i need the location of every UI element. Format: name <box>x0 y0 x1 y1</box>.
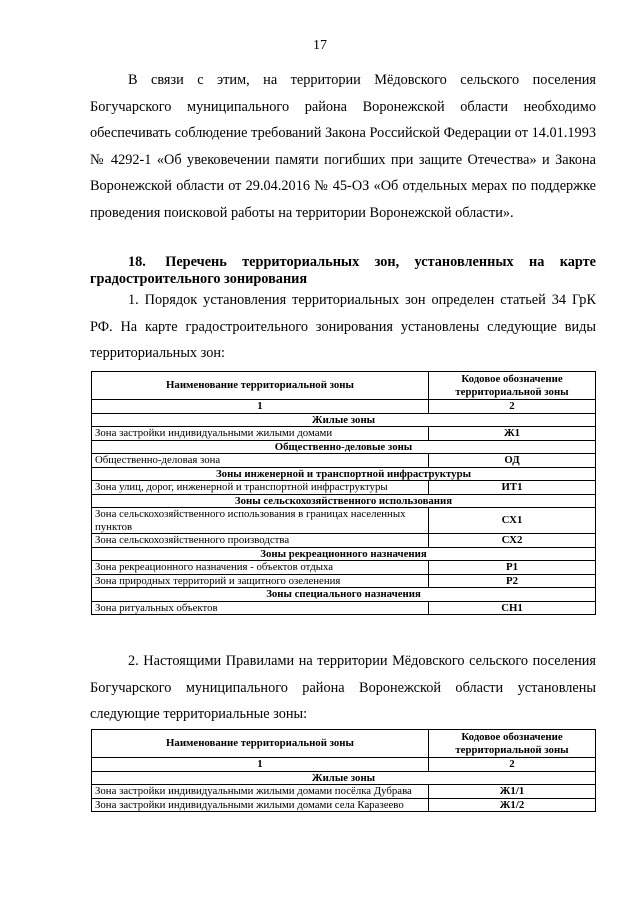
index-cell: 1 <box>92 400 429 414</box>
table-index-row <box>92 400 596 414</box>
header-code-cell: Кодовое обозначение территориальной зоны <box>429 372 596 400</box>
zone-name-cell: Общественно-деловая зона <box>92 454 429 468</box>
zones-table-2 <box>91 729 596 812</box>
table-row <box>92 481 596 495</box>
table-header-row <box>92 730 596 758</box>
group-row <box>92 440 596 454</box>
table-row <box>92 534 596 548</box>
group-cell: Жилые зоны <box>92 413 596 427</box>
table-row <box>92 785 596 799</box>
paragraph-2: 2. Настоящими Правилами на территории Мёдовского сельского поселения Богучарского муниципального района Воронежской области установлены следующие территориальные зоны: <box>90 653 596 723</box>
group-row <box>92 467 596 481</box>
zone-code-cell: Р1 <box>429 561 596 575</box>
group-cell: Зоны специального назначения <box>92 588 596 602</box>
zone-name-cell: Зона застройки индивидуальными жилыми домами <box>92 427 429 441</box>
paragraph1-block <box>90 287 596 367</box>
zones-table-1 <box>91 371 596 615</box>
table-header-row <box>92 372 596 400</box>
zone-name-cell: Зона улиц, дорог, инженерной и транспортной инфраструктуры <box>92 481 429 495</box>
zone-code-cell: ИТ1 <box>429 481 596 495</box>
zone-name-cell: Зона застройки индивидуальными жилыми домами посёлка Дубрава <box>92 785 429 799</box>
table-row <box>92 798 596 812</box>
section-title: Перечень территориальных зон, установленных на карте градостроительного зонирования <box>90 254 596 287</box>
group-row <box>92 588 596 602</box>
group-row <box>92 547 596 561</box>
table-index-row <box>92 758 596 772</box>
group-row <box>92 413 596 427</box>
zone-name-cell: Зона застройки индивидуальными жилыми домами села Каразеево <box>92 798 429 812</box>
page-number: 17 <box>313 38 327 53</box>
intro-block <box>90 67 596 227</box>
group-row <box>92 771 596 785</box>
intro-paragraph: В связи с этим, на территории Мёдовского сельского поселения Богучарского муниципального района Воронежской области необходимо обеспечивать соблюдение требований Закона Российской Федерации от 14.01.1993 № 4292-1 «Об увековечении памяти погибших при защите Отечества» и Закона Воронежской области от 29.04.2016 № 45-ОЗ «Об отдельных мерах по поддержке проведения поисковой работы на территории Воронежской области». <box>90 72 596 221</box>
zone-code-cell: Ж1/2 <box>429 798 596 812</box>
zone-name-cell: Зона сельскохозяйственного использования в границах населенных пунктов <box>92 508 429 534</box>
group-row <box>92 494 596 508</box>
zone-code-cell: Р2 <box>429 574 596 588</box>
header-name-cell: Наименование территориальной зоны <box>92 730 429 758</box>
table-row <box>92 508 596 534</box>
header-code-cell: Кодовое обозначение территориальной зоны <box>429 730 596 758</box>
group-cell: Зоны рекреационного назначения <box>92 547 596 561</box>
table-row <box>92 601 596 615</box>
paragraph-1: 1. Порядок установления территориальных зон определен статьей 34 ГрК РФ. На карте градостроительного зонирования установлены следующие виды территориальных зон: <box>90 292 596 362</box>
zone-code-cell: СН1 <box>429 601 596 615</box>
group-cell: Жилые зоны <box>92 771 596 785</box>
zone-code-cell: Ж1/1 <box>429 785 596 799</box>
paragraph2-block <box>90 648 596 728</box>
index-cell: 1 <box>92 758 429 772</box>
group-cell: Зоны сельскохозяйственного использования <box>92 494 596 508</box>
zone-name-cell: Зона природных территорий и защитного озеленения <box>92 574 429 588</box>
table-row <box>92 427 596 441</box>
table-row <box>92 454 596 468</box>
table-row <box>92 561 596 575</box>
zone-code-cell: Ж1 <box>429 427 596 441</box>
group-cell: Общественно-деловые зоны <box>92 440 596 454</box>
zone-code-cell: СХ2 <box>429 534 596 548</box>
table-row <box>92 574 596 588</box>
zone-name-cell: Зона сельскохозяйственного производства <box>92 534 429 548</box>
zone-code-cell: ОД <box>429 454 596 468</box>
index-cell: 2 <box>429 400 596 414</box>
zone-name-cell: Зона ритуальных объектов <box>92 601 429 615</box>
index-cell: 2 <box>429 758 596 772</box>
zone-name-cell: Зона рекреационного назначения - объектов отдыха <box>92 561 429 575</box>
group-cell: Зоны инженерной и транспортной инфраструктуры <box>92 467 596 481</box>
section-heading-block <box>90 254 596 288</box>
section-number: 18. <box>128 254 146 270</box>
header-name-cell: Наименование территориальной зоны <box>92 372 429 400</box>
section-heading <box>90 254 596 288</box>
zone-code-cell: СХ1 <box>429 508 596 534</box>
